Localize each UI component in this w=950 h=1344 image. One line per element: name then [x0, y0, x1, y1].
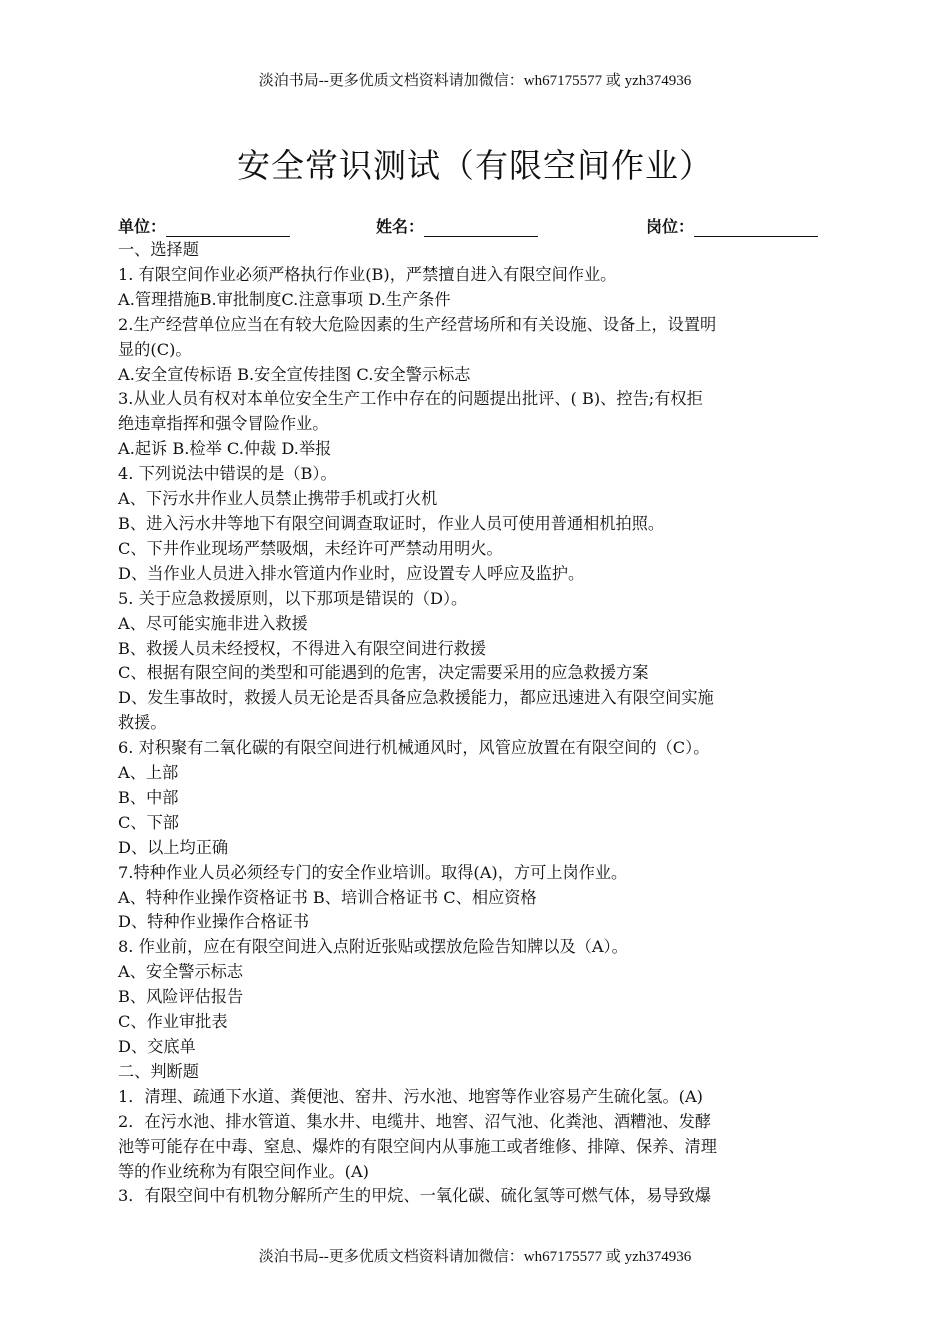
- judgment-line: 等的作业统称为有限空间作业。(A): [118, 1161, 369, 1181]
- options-line: 救援。: [118, 713, 167, 733]
- post-blank: [694, 218, 818, 237]
- unit-label: 单位：: [118, 217, 167, 236]
- question-line: 4. 下列说法中错误的是（B）。: [118, 464, 337, 484]
- question-line: 5. 关于应急救援原则，以下那项是错误的（D）。: [118, 588, 468, 608]
- options-line: A.安全宣传标语 B.安全宣传挂图 C.安全警示标志: [118, 364, 471, 384]
- judgment-line: 3．有限空间中有机物分解所产生的甲烷、一氧化碳、硫化氢等可燃气体，易导致爆: [118, 1186, 712, 1206]
- options-line: B、救援人员未经授权，不得进入有限空间进行救援: [118, 638, 487, 658]
- options-line: A.起诉 B.检举 C.仲裁 D.举报: [118, 439, 332, 459]
- document-body: [118, 238, 830, 1209]
- options-line: C、作业审批表: [118, 1012, 228, 1032]
- name-blank: [424, 218, 538, 237]
- unit-field: [118, 214, 290, 237]
- name-label: 姓名：: [376, 217, 425, 236]
- options-line: C、根据有限空间的类型和可能遇到的危害，决定需要采用的应急救援方案: [118, 663, 649, 683]
- question-line: 绝违章指挥和强令冒险作业。: [118, 414, 329, 434]
- options-line: A、上部: [118, 763, 179, 783]
- footer-watermark-note: 淡泊书局--更多优质文档资料请加微信：wh67175577 或 yzh374936: [258, 1249, 692, 1265]
- options-line: D、交底单: [118, 1037, 196, 1056]
- judgment-line: 池等可能存在中毒、窒息、爆炸的有限空间内从事施工或者维修、排障、保养、清理: [118, 1136, 717, 1156]
- unit-blank: [166, 218, 290, 237]
- question-line: 7.特种作业人员必须经专门的安全作业培训。取得(A)，方可上岗作业。: [118, 862, 628, 882]
- options-line: A.管理措施B.审批制度C.注意事项 D.生产条件: [118, 289, 451, 309]
- options-line: D、以上均正确: [118, 837, 229, 857]
- question-line: 8. 作业前，应在有限空间进入点附近张贴或摆放危险告知牌以及（A）。: [118, 937, 628, 957]
- options-line: C、下井作业现场严禁吸烟，未经许可严禁动用明火。: [118, 538, 503, 558]
- question-line: 1. 有限空间作业必须严格执行作业(B)，严禁擅自进入有限空间作业。: [118, 264, 617, 284]
- options-line: D、当作业人员进入排水管道内作业时，应设置专人呼应及监护。: [118, 563, 585, 583]
- header-watermark-note: 淡泊书局--更多优质文档资料请加微信：wh67175577 或 yzh374936: [258, 73, 692, 89]
- judgment-line: 2．在污水池、排水管道、集水井、电缆井、地窖、沼气池、化粪池、酒糟池、发酵: [118, 1111, 712, 1131]
- options-line: A、特种作业操作资格证书 B、培训合格证书 C、相应资格: [118, 887, 537, 907]
- judgment-line: 1．清理、疏通下水道、粪便池、窑井、污水池、地窖等作业容易产生硫化氢。(A): [118, 1086, 703, 1106]
- options-line: B、风险评估报告: [118, 987, 244, 1007]
- question-line: 6. 对积聚有二氧化碳的有限空间进行机械通风时，风管应放置在有限空间的（C）。: [118, 738, 710, 758]
- options-line: B、中部: [118, 787, 179, 807]
- options-line: A、尽可能实施非进入救援: [118, 613, 308, 633]
- page-title: 安全常识测试（有限空间作业）: [237, 146, 713, 185]
- options-line: C、下部: [118, 812, 179, 832]
- question-line: 显的(C)。: [118, 339, 192, 359]
- section-heading: 一、选择题: [118, 240, 199, 259]
- question-line: 3.从业人员有权对本单位安全生产工作中存在的问题提出批评、( B)、控告;有权拒: [118, 389, 703, 409]
- name-field: [376, 214, 538, 237]
- question-line: 2.生产经营单位应当在有较大危险因素的生产经营场所和有关设施、设备上，设置明: [118, 314, 717, 334]
- options-line: D、特种作业操作合格证书: [118, 912, 310, 932]
- info-row: [118, 214, 830, 238]
- options-line: A、安全警示标志: [118, 962, 244, 982]
- options-line: A、下污水井作业人员禁止携带手机或打火机: [118, 489, 438, 509]
- section-heading: 二、判断题: [118, 1061, 199, 1081]
- options-line: D、发生事故时，救援人员无论是否具备应急救援能力，都应迅速进入有限空间实施: [118, 688, 714, 708]
- options-line: B、进入污水井等地下有限空间调查取证时，作业人员可使用普通相机拍照。: [118, 513, 665, 533]
- post-field: [646, 214, 818, 237]
- post-label: 岗位：: [646, 217, 695, 236]
